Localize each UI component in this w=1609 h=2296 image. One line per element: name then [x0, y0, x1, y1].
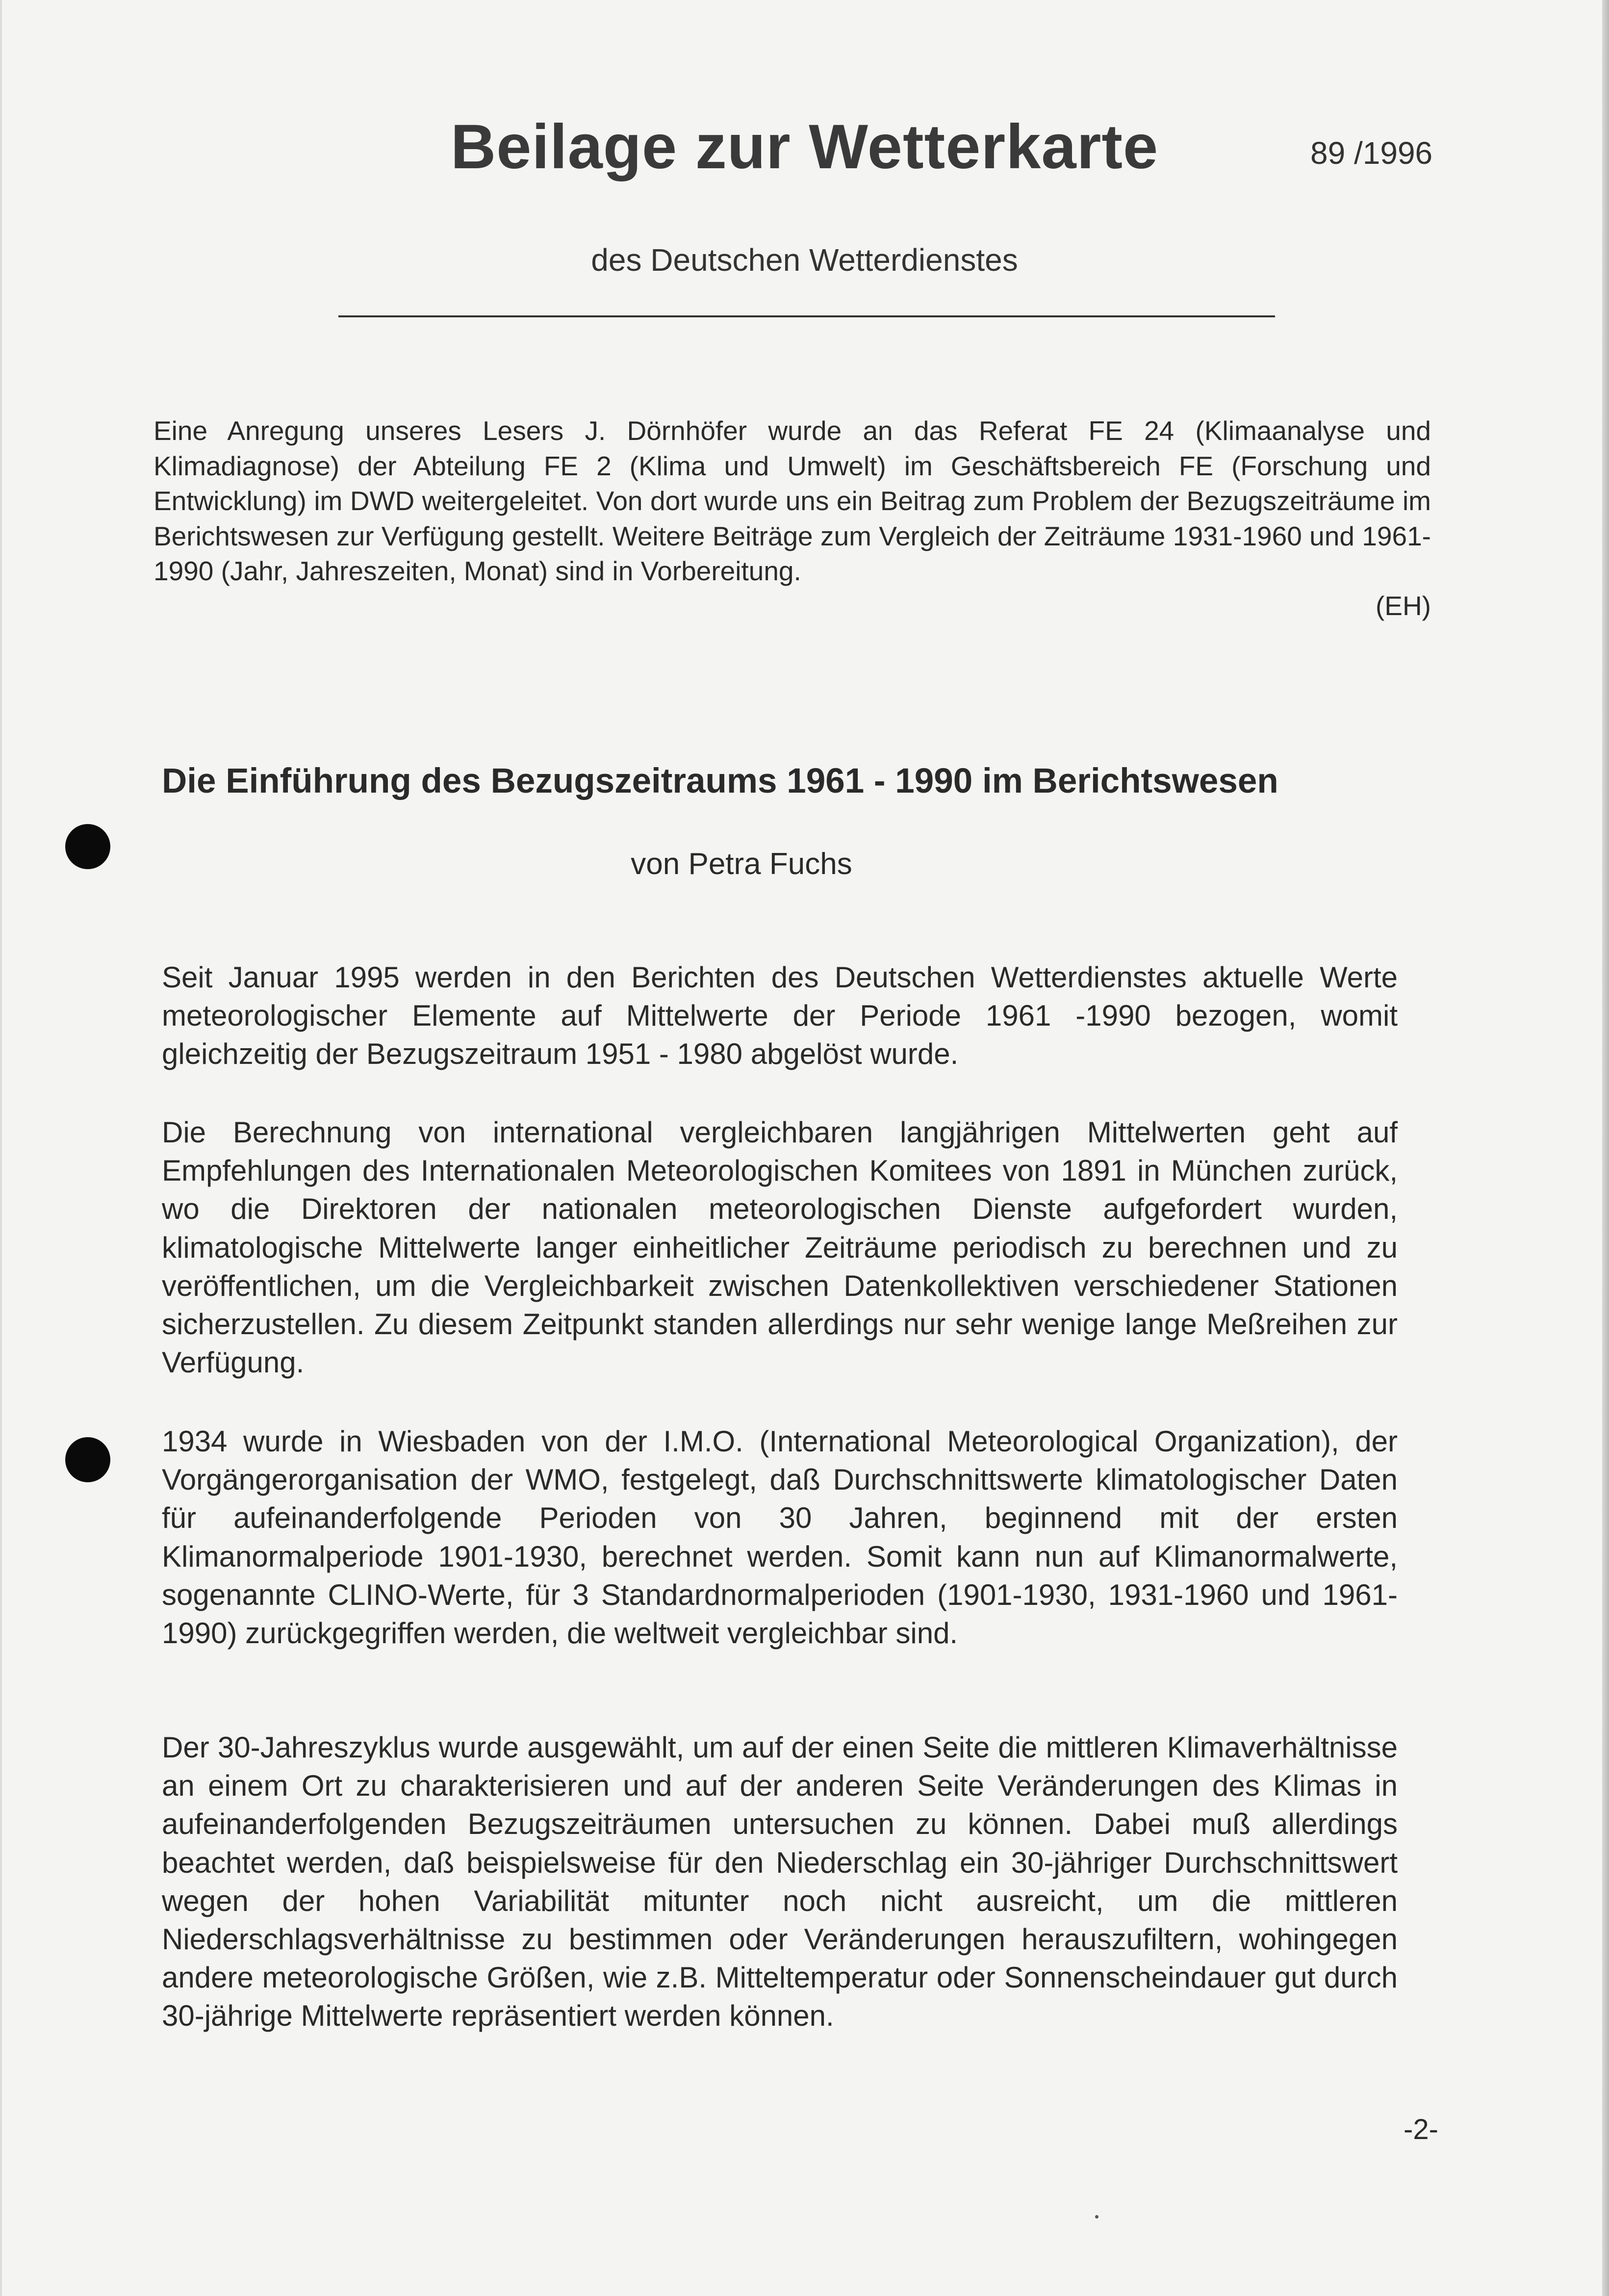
article-paragraph: 1934 wurde in Wiesbaden von der I.M.O. (International Meteorological Organization), der Vorgängerorganisation der WMO, festgelegt, daß Durchschnittswerte klimatologischer Daten für aufeinanderfolgende Perioden von 30 Jahren, beginnend mit der ersten Klimanormalperiode 1901-1930, berechnet werden. Somit kann nun auf Klimanormalwerte, sogenannte CLINO-Werte, für 3 Standardnormalperioden (1901-1930, 1931-1960 und 1961-1990) zurückgegriffen werden, die weltweit vergleichbar sind. — [162, 1425, 1398, 1650]
article-title: Die Einführung des Bezugszeitraums 1961 - 1990 im Berichtswesen — [162, 762, 1278, 800]
article-byline: von Petra Fuchs — [631, 847, 852, 881]
masthead-title: Beilage zur Wetterkarte — [450, 112, 1159, 182]
scan-speck — [1095, 2215, 1098, 2219]
intro-note: Eine Anregung unseres Lesers J. Dörnhöfer wurde an das Referat FE 24 (Klimaanalyse und Klimadiagnose) der Abteilung FE 2 (Klima und Umwelt) im Geschäftsbereich FE (Forschung und Entwicklung) im DWD weitergeleitet. Von dort wurde uns ein Beitrag zum Problem der Bezugszeiträume im Berichtswesen zur Verfügung gestellt. Weitere Beiträge zum Vergleich der Zeiträume 1931-1960 und 1961-1990 (Jahr, Jahreszeiten, Monat) sind in Vorbereitung. — [153, 415, 1431, 586]
scan-edge-right — [1602, 0, 1609, 2296]
intro-signature: (EH) — [1375, 591, 1431, 621]
masthead-subtitle: des Deutschen Wetterdienstes — [591, 242, 1018, 278]
punch-hole — [65, 824, 110, 869]
masthead-divider — [338, 315, 1275, 317]
article-paragraph: Die Berechnung von international vergleichbaren langjährigen Mittelwerten geht auf Empfehlungen des Internationalen Meteorologischen Komitees von 1891 in München zurück, wo die Direktoren der nationalen meteorologischen Dienste aufgefordert wurden, klimatologische Mittelwerte langer einheitlicher Zeiträume periodisch zu berechnen und zu veröffentlichen, um die Vergleichbarkeit zwischen Datenkollektiven verschiedener Stationen sicherzustellen. Zu diesem Zeitpunkt standen allerdings nur sehr wenige lange Meßreihen zur Verfügung. — [162, 1116, 1398, 1379]
article-paragraph: Seit Januar 1995 werden in den Berichten des Deutschen Wetterdienstes aktuelle Werte meteorologischer Elemente auf Mittelwerte der Periode 1961 -1990 bezogen, womit gleichzeitig der Bezugszeitraum 1951 - 1980 abgelöst wurde. — [162, 961, 1398, 1071]
issue-number: 89 /1996 — [1310, 135, 1433, 171]
punch-hole — [65, 1437, 110, 1482]
article-paragraph: Der 30-Jahreszyklus wurde ausgewählt, um auf der einen Seite die mittleren Klimaverhältnisse an einem Ort zu charakterisieren und auf der anderen Seite Veränderungen des Klimas in aufeinanderfolgenden Bezugszeiträumen untersuchen zu können. Dabei muß allerdings beachtet werden, daß beispielsweise für den Niederschlag ein 30-jähriger Durchschnittswert wegen der hohen Variabilität mitunter noch nicht ausreicht, um die mittleren Niederschlagsverhältnisse zu bestimmen oder Veränderungen herauszufiltern, wohingegen andere meteorologische Größen, wie z.B. Mitteltemperatur oder Sonnenscheindauer gut durch 30-jährige Mittelwerte repräsentiert werden können. — [162, 1731, 1398, 2033]
scan-edge-left — [0, 0, 2, 2296]
page-continuation-marker: -2- — [1404, 2114, 1438, 2145]
